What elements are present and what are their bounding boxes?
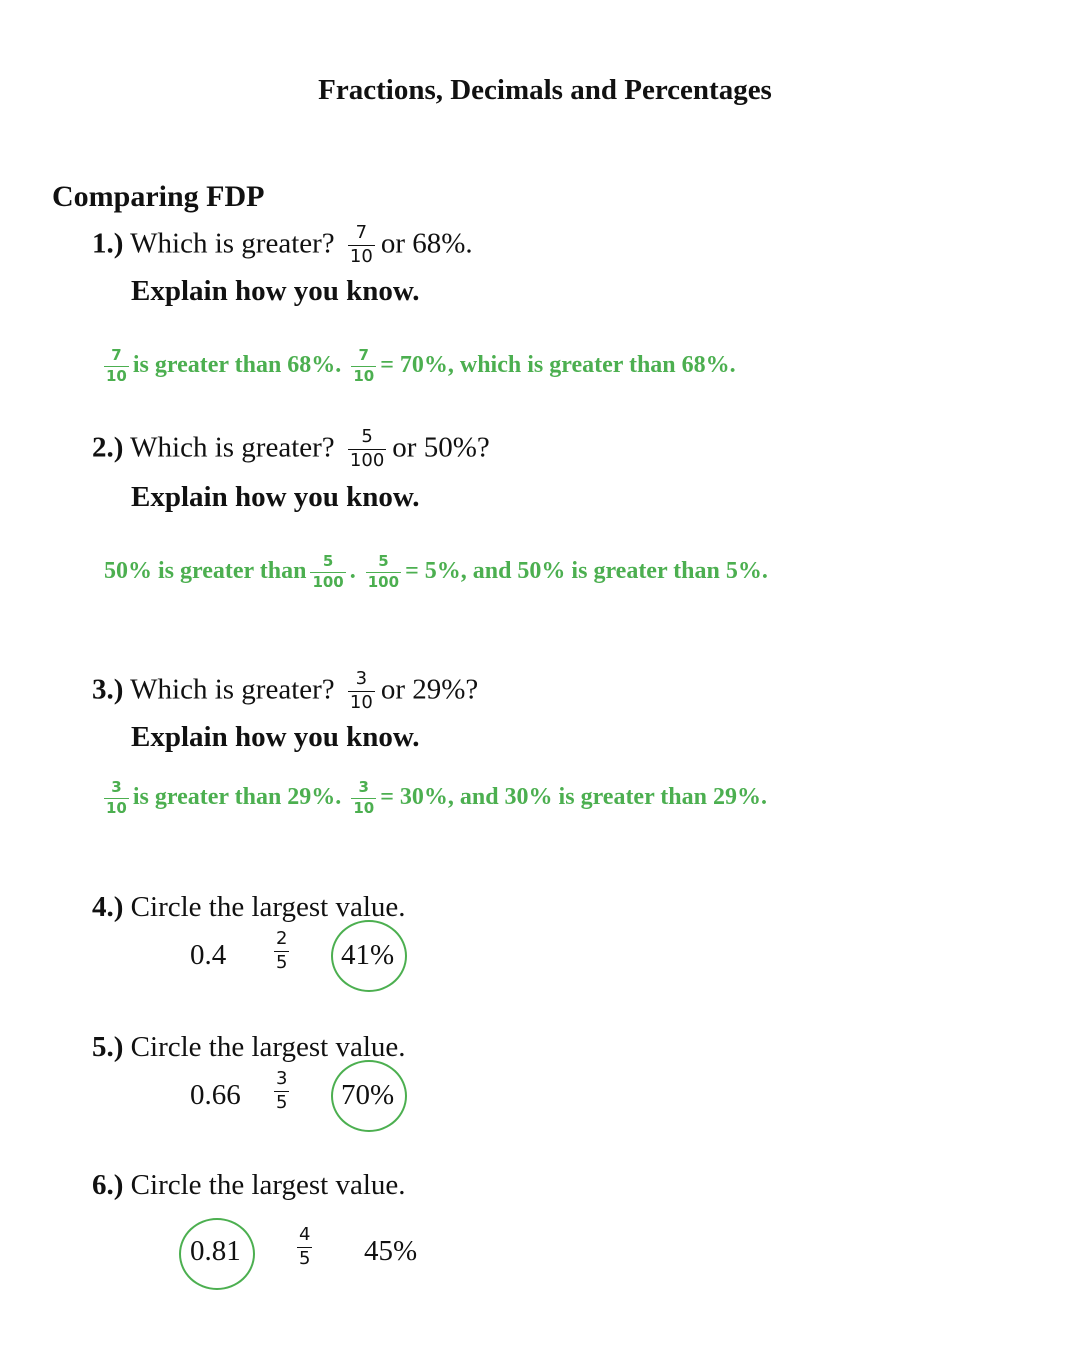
numerator: 3: [111, 778, 122, 796]
denominator: 10: [349, 692, 373, 714]
fraction: [348, 670, 375, 713]
question-text: Circle the largest value.: [130, 1169, 406, 1201]
answer-text: = 70%, which is greater than 68%.: [380, 352, 736, 379]
fraction: [348, 428, 386, 471]
value-decimal: 0.66: [190, 1079, 241, 1111]
question-number: 3.): [92, 673, 124, 706]
answer-text: = 5%, and 50% is greater than 5%.: [405, 558, 768, 585]
denominator: 10: [353, 799, 375, 818]
question-2: [92, 428, 490, 471]
answer-text: = 30%, and 30% is greater than 29%.: [380, 784, 767, 811]
numerator: 7: [358, 346, 369, 364]
section-heading: Comparing FDP: [52, 180, 265, 213]
fraction: [310, 554, 345, 591]
answer-1: [100, 348, 736, 385]
denominator: 10: [106, 367, 127, 386]
denominator: 100: [367, 573, 400, 592]
explain-prompt: Explain how you know.: [131, 481, 420, 513]
numerator: 5: [322, 552, 334, 570]
value-decimal: 0.4: [190, 939, 227, 971]
question-number: 4.): [92, 891, 124, 923]
denominator: 100: [312, 573, 344, 592]
question-tail: or 68%.: [380, 227, 473, 260]
answer-text: is greater than 29%.: [132, 784, 342, 811]
question-6: [92, 1168, 406, 1202]
fraction: [274, 1070, 289, 1113]
value-percent: 45%: [364, 1235, 418, 1267]
question-5: [92, 1030, 406, 1064]
denominator: 100: [349, 450, 385, 472]
question-text: Which is greater?: [130, 673, 335, 706]
question-number: 2.): [92, 431, 124, 464]
question-number: 1.): [92, 227, 124, 260]
numerator: 5: [378, 552, 389, 570]
explain-prompt: Explain how you know.: [131, 275, 420, 307]
numerator: 3: [276, 1068, 288, 1089]
question-text: Circle the largest value.: [130, 1031, 406, 1063]
numerator: 3: [355, 668, 368, 689]
denominator: 10: [349, 246, 373, 268]
answer-3: [100, 780, 767, 817]
numerator: 4: [299, 1224, 311, 1245]
answer-text: .: [349, 558, 356, 585]
question-3: [92, 670, 478, 713]
value-fraction: [268, 1070, 295, 1113]
denominator: 5: [276, 952, 288, 974]
value-percent: 70%: [341, 1079, 395, 1111]
answer-2: [104, 554, 768, 591]
question-tail: or 29%?: [380, 673, 479, 706]
question-text: Which is greater?: [130, 227, 335, 260]
fraction: [351, 348, 376, 385]
fraction: [104, 780, 129, 817]
value-fraction: [268, 930, 295, 973]
value-decimal: 0.81: [190, 1235, 241, 1267]
question-number: 6.): [92, 1169, 124, 1201]
fraction: [274, 930, 289, 973]
denominator: 5: [299, 1248, 311, 1270]
denominator: 10: [106, 799, 127, 818]
answer-text: is greater than 68%.: [132, 352, 342, 379]
denominator: 10: [353, 367, 375, 386]
value-fraction: [291, 1226, 318, 1269]
explain-prompt: Explain how you know.: [131, 721, 420, 753]
question-4: [92, 890, 406, 924]
numerator: 5: [361, 426, 373, 447]
fraction: [366, 554, 401, 591]
fraction: [351, 780, 376, 817]
question-1: [92, 224, 473, 267]
question-text: Circle the largest value.: [130, 891, 406, 923]
denominator: 5: [276, 1092, 288, 1114]
fraction: [348, 224, 375, 267]
numerator: 7: [355, 222, 368, 243]
value-percent: 41%: [341, 939, 395, 971]
numerator: 2: [276, 928, 288, 949]
fraction: [297, 1226, 312, 1269]
numerator: 3: [358, 778, 369, 796]
question-tail: or 50%?: [392, 431, 490, 464]
question-text: Which is greater?: [130, 431, 335, 464]
page-title: Fractions, Decimals and Percentages: [318, 74, 772, 106]
question-number: 5.): [92, 1031, 124, 1063]
answer-text: 50% is greater than: [104, 558, 307, 585]
fraction: [104, 348, 129, 385]
numerator: 7: [111, 346, 122, 364]
